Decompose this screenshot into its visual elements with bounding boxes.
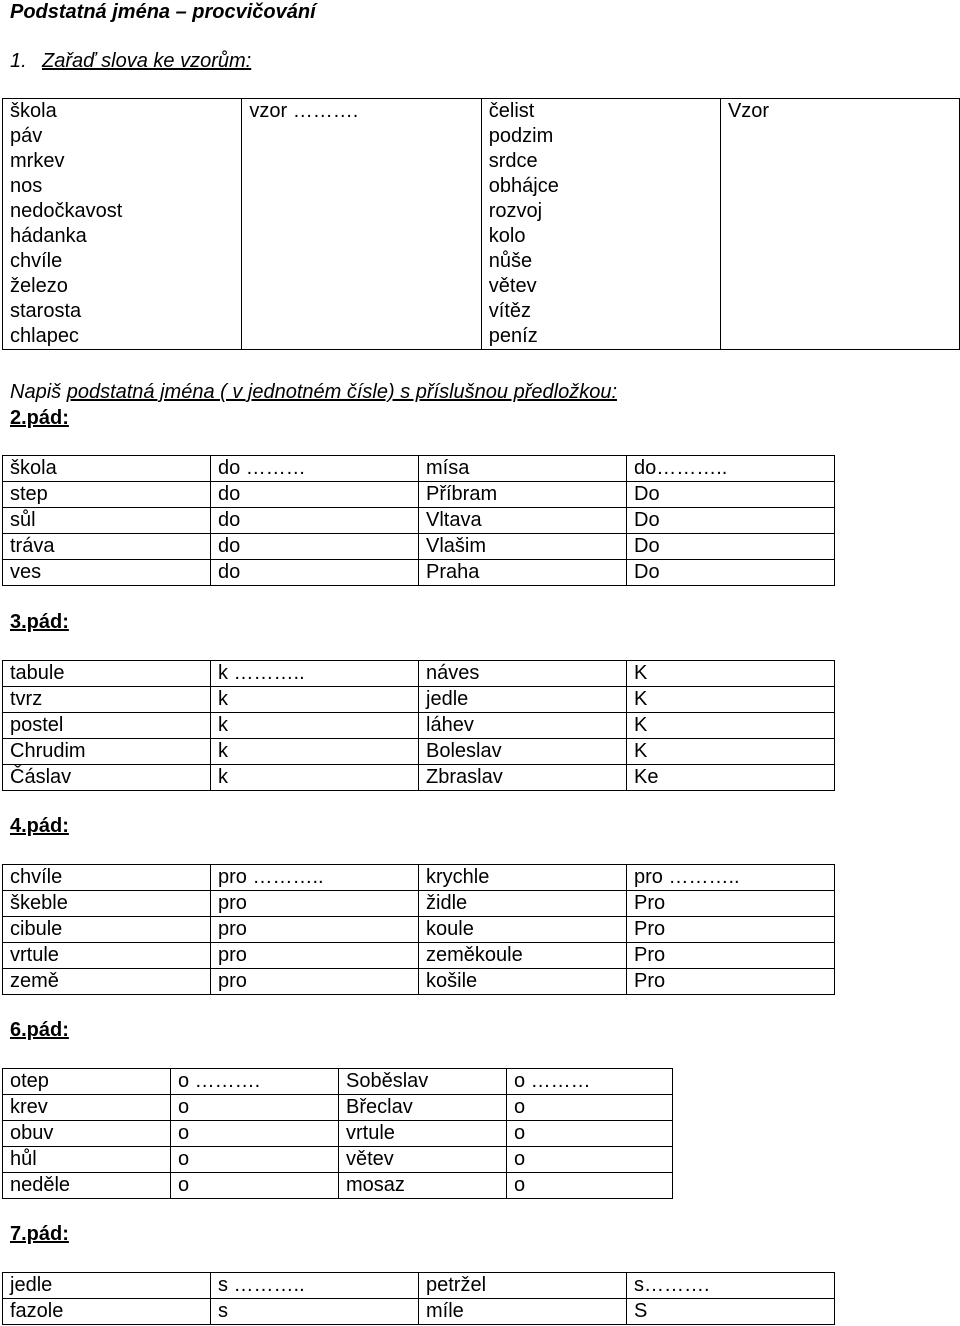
table-cell: Soběslav: [339, 1069, 507, 1095]
table-cell: škola: [3, 456, 211, 482]
table-cell: k: [211, 739, 419, 765]
table-cell: pro: [211, 917, 419, 943]
table-cell: Boleslav: [419, 739, 627, 765]
table-cell: S: [627, 1299, 835, 1325]
table-cell: [720, 174, 959, 199]
table-cell: obuv: [3, 1121, 171, 1147]
table-cell: Do: [627, 560, 835, 586]
table-row: [3, 765, 835, 791]
table-row: [3, 1121, 673, 1147]
table-cell: vítěz: [481, 299, 720, 324]
table-cell: Příbram: [419, 482, 627, 508]
table-cell: [720, 199, 959, 224]
table-row: [3, 324, 960, 350]
table-cell: o: [171, 1095, 339, 1121]
table-cell: K: [627, 661, 835, 687]
table-cell: s: [211, 1299, 419, 1325]
table-cell: Pro: [627, 943, 835, 969]
table-cell: obhájce: [481, 174, 720, 199]
table-cell: Pro: [627, 917, 835, 943]
table-cell: škola: [3, 99, 242, 125]
table-cell: koule: [419, 917, 627, 943]
table-row: [3, 456, 835, 482]
table-cell: starosta: [3, 299, 242, 324]
table-cell: s……….: [627, 1273, 835, 1299]
table-cell: postel: [3, 713, 211, 739]
case-table: [2, 1068, 673, 1199]
table-cell: čelist: [481, 99, 720, 125]
table-cell: cibule: [3, 917, 211, 943]
table-cell: [242, 274, 481, 299]
table-cell: Do: [627, 508, 835, 534]
table-cell: do: [211, 560, 419, 586]
table-cell: [242, 324, 481, 350]
table-row: [3, 713, 835, 739]
table-cell: mrkev: [3, 149, 242, 174]
table-cell: chlapec: [3, 324, 242, 350]
table-cell: košile: [419, 969, 627, 995]
page-title: Podstatná jména – procvičování: [10, 1, 316, 23]
table-cell: do: [211, 534, 419, 560]
table-cell: k: [211, 765, 419, 791]
table-cell: větev: [481, 274, 720, 299]
table-cell: s ………..: [211, 1273, 419, 1299]
case-table: [2, 455, 835, 586]
table-cell: nos: [3, 174, 242, 199]
table-cell: peníz: [481, 324, 720, 350]
case-table: [2, 864, 835, 995]
table-cell: vzor ……….: [242, 99, 481, 125]
table-cell: otep: [3, 1069, 171, 1095]
table-cell: [720, 299, 959, 324]
table-cell: neděle: [3, 1173, 171, 1199]
table-cell: [242, 149, 481, 174]
table-row: [3, 299, 960, 324]
table-cell: [720, 149, 959, 174]
table-cell: pro ………..: [627, 865, 835, 891]
table-row: [3, 661, 835, 687]
table-cell: vrtule: [339, 1121, 507, 1147]
table-cell: Vzor: [720, 99, 959, 125]
table-cell: pro: [211, 943, 419, 969]
table-row: [3, 1069, 673, 1095]
table-cell: [242, 124, 481, 149]
table-cell: sůl: [3, 508, 211, 534]
table-cell: [242, 299, 481, 324]
case-table: [2, 1272, 835, 1325]
table-cell: krev: [3, 1095, 171, 1121]
task-number: 1.: [10, 50, 27, 72]
table-row: [3, 482, 835, 508]
table-cell: K: [627, 739, 835, 765]
table-cell: [720, 124, 959, 149]
table-row: [3, 560, 835, 586]
instruction: [10, 380, 617, 404]
table-cell: k: [211, 713, 419, 739]
table-cell: [720, 324, 959, 350]
table-cell: o: [171, 1173, 339, 1199]
table-cell: [720, 249, 959, 274]
instruction-underlined: podstatná jména ( v jednotném čísle) s příslušnou předložkou:: [66, 381, 617, 403]
table-row: [3, 917, 835, 943]
table-cell: do: [211, 508, 419, 534]
table-row: [3, 1173, 673, 1199]
table-cell: do ………: [211, 456, 419, 482]
table-cell: nůše: [481, 249, 720, 274]
table-cell: o: [171, 1121, 339, 1147]
table-row: [3, 1095, 673, 1121]
task-heading: [10, 49, 251, 73]
table-cell: podzim: [481, 124, 720, 149]
table-cell: jedle: [3, 1273, 211, 1299]
table-cell: Břeclav: [339, 1095, 507, 1121]
table-cell: škeble: [3, 891, 211, 917]
table-cell: [720, 274, 959, 299]
table-cell: nedočkavost: [3, 199, 242, 224]
table-row: [3, 1147, 673, 1173]
table-cell: o: [507, 1121, 673, 1147]
case-label: 2.pád:: [10, 407, 69, 429]
table-cell: chvíle: [3, 249, 242, 274]
table-cell: zeměkoule: [419, 943, 627, 969]
table-row: [3, 969, 835, 995]
table-cell: o: [507, 1173, 673, 1199]
table-cell: železo: [3, 274, 242, 299]
table-cell: rozvoj: [481, 199, 720, 224]
table-cell: tvrz: [3, 687, 211, 713]
table-cell: pro: [211, 969, 419, 995]
table-row: [3, 199, 960, 224]
table-row: [3, 687, 835, 713]
table-cell: petržel: [419, 1273, 627, 1299]
table-cell: Ke: [627, 765, 835, 791]
table-cell: o: [171, 1147, 339, 1173]
table-cell: Chrudim: [3, 739, 211, 765]
table-cell: tráva: [3, 534, 211, 560]
table-row: [3, 149, 960, 174]
table-cell: do………..: [627, 456, 835, 482]
table-cell: Praha: [419, 560, 627, 586]
table-cell: o: [507, 1095, 673, 1121]
table-cell: Vlašim: [419, 534, 627, 560]
table-cell: Zbraslav: [419, 765, 627, 791]
table-row: [3, 1299, 835, 1325]
table-cell: Vltava: [419, 508, 627, 534]
table-row: [3, 99, 960, 125]
task-text: Zařaď slova ke vzorům:: [42, 50, 252, 72]
table-row: [3, 124, 960, 149]
table-cell: Do: [627, 482, 835, 508]
table-cell: fazole: [3, 1299, 211, 1325]
table-cell: židle: [419, 891, 627, 917]
table-cell: o ………: [507, 1069, 673, 1095]
table-row: [3, 508, 835, 534]
table-cell: kolo: [481, 224, 720, 249]
table-cell: K: [627, 687, 835, 713]
table-row: [3, 943, 835, 969]
table-cell: Do: [627, 534, 835, 560]
table-cell: pro ………..: [211, 865, 419, 891]
table-cell: Pro: [627, 969, 835, 995]
table-cell: [242, 174, 481, 199]
table-cell: srdce: [481, 149, 720, 174]
table-row: [3, 891, 835, 917]
table-row: [3, 739, 835, 765]
table-cell: step: [3, 482, 211, 508]
table-cell: pro: [211, 891, 419, 917]
table-cell: Čáslav: [3, 765, 211, 791]
instruction-plain: Napiš: [10, 381, 67, 403]
table-cell: o ……….: [171, 1069, 339, 1095]
table-cell: jedle: [419, 687, 627, 713]
table-row: [3, 534, 835, 560]
table-cell: k: [211, 687, 419, 713]
case-table: [2, 660, 835, 791]
table-cell: míle: [419, 1299, 627, 1325]
table-cell: [242, 199, 481, 224]
table-cell: země: [3, 969, 211, 995]
table-cell: o: [507, 1147, 673, 1173]
table-cell: náves: [419, 661, 627, 687]
table-cell: K: [627, 713, 835, 739]
table-cell: [242, 224, 481, 249]
table-row: [3, 865, 835, 891]
table-cell: ves: [3, 560, 211, 586]
table-cell: mísa: [419, 456, 627, 482]
table-cell: krychle: [419, 865, 627, 891]
table-cell: [720, 224, 959, 249]
table-row: [3, 1273, 835, 1299]
table-cell: chvíle: [3, 865, 211, 891]
table-row: [3, 274, 960, 299]
case-label: 4.pád:: [10, 815, 69, 837]
table-row: [3, 249, 960, 274]
table-cell: vrtule: [3, 943, 211, 969]
table-cell: páv: [3, 124, 242, 149]
table-cell: mosaz: [339, 1173, 507, 1199]
table-row: [3, 224, 960, 249]
table-cell: Pro: [627, 891, 835, 917]
sort-table: [2, 98, 960, 350]
case-label: 7.pád:: [10, 1223, 69, 1245]
table-cell: do: [211, 482, 419, 508]
table-row: [3, 174, 960, 199]
case-label: 3.pád:: [10, 611, 69, 633]
table-cell: větev: [339, 1147, 507, 1173]
table-cell: k ………..: [211, 661, 419, 687]
case-label: 6.pád:: [10, 1019, 69, 1041]
table-cell: [242, 249, 481, 274]
table-cell: hůl: [3, 1147, 171, 1173]
table-cell: tabule: [3, 661, 211, 687]
table-cell: hádanka: [3, 224, 242, 249]
table-cell: láhev: [419, 713, 627, 739]
